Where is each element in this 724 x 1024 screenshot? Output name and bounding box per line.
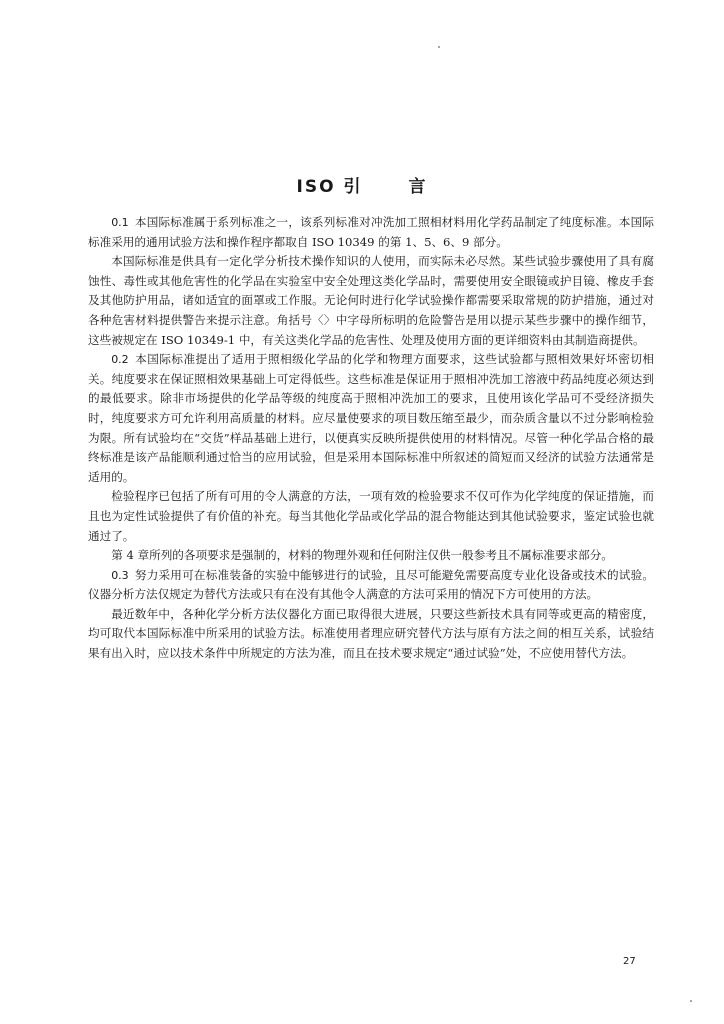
paragraph-safety (88, 252, 654, 350)
paragraph-text: 最近数年中，各种化学分析方法仪器化方面已取得很大进展，只要这些新技术具有同等或更高的精密度，均可取代本国际标准中所采用的试验方法。标准使用者理应研究替代方法与原有方法之间的相互关系，试验结果有出入时，应以技术条件中所规定的方法为准，而且在技术要求规定“通过试验”处，不应使用替代方法。 (88, 606, 654, 661)
page-number: 27 (623, 956, 636, 967)
paragraph-text: 检验程序已包括了所有可用的令人满意的方法，一项有效的检验要求不仅可作为化学纯度的保证措施，而且也为定性试验提供了有价值的补充。每当其他化学品或化学品的混合物能达到其他试验要求，鉴定试验也就通过了。 (88, 489, 654, 543)
paragraph-text: 本国际标准是供具有一定化学分析技术操作知识的人使用，而实际未必尽然。某些试验步骤使用了具有腐蚀性、毒性或其他危害性的化学品在实验室中安全处理这类化学品时，需要使用安全眼镜或护目镜、橡皮手套及其他防护用品，诸如适宜的面罩或工作服。无论何时进行化学试验操作都需要采取常规的防护措施，通过对各种危害材料提供警告来提示注意。角括号〈〉中字母所标明的危险警告是用以提示某些步骤中的操作细节，这些被规定在 ISO 10349-1 中，有关这类化学品的危害性、处理及使用方面的更详细资料由其制造商提供。 (88, 254, 654, 347)
page-title (0, 172, 724, 197)
paragraph-0-1 (88, 213, 654, 252)
paragraph-0-3 (88, 566, 654, 605)
clause-number: 0.1 (111, 216, 129, 229)
paragraph-text: 努力采用可在标准装备的实验中能够进行的试验，且尽可能避免需要高度专业化设备或技术的试验。仪器分析方法仅规定为替代方法或只有在没有其他令人满意的方法可采用的情况下方可使用的方法。 (88, 567, 654, 602)
scan-speck (438, 46, 440, 48)
paragraph-text: 本国际标准提出了适用于照相级化学品的化学和物理方面要求，这些试验都与照相效果好坏密切相关。纯度要求在保证照相效果基础上可定得低些。这些标准是保证用于照相冲洗加工溶液中药品纯度必须达到的最低要求。除非市场提供的化学品等级的纯度高于照相冲洗加工的要求，且使用该化学品可不受经济损失时，纯度要求方可允许利用高质量的材料。应尽量使要求的项目数压缩至最少，而杂质含量以不过分影响检验为限。所有试验均在“交货”样品基础上进行，以便真实反映所提供使用的材料情况。尽管一种化学品合格的最终标准是该产品能顺利通过恰当的应用试验，但是采用本国际标准中所叙述的简短而又经济的试验方法通常是适用的。 (88, 352, 654, 484)
title-prefix: ISO (296, 177, 336, 197)
paragraph-chapter-4 (88, 546, 654, 566)
introduction-body (88, 213, 654, 664)
paragraph-alternative-methods (88, 605, 654, 664)
paragraph-test-procedures (88, 487, 654, 546)
title-word-1: 引 (343, 177, 363, 197)
clause-number: 0.3 (111, 568, 129, 582)
paragraph-text: 第 4 章所列的各项要求是强制的，材料的物理外观和任何附注仅供一般参考且不属标准要求部分。 (111, 548, 613, 563)
paragraph-text: 本国际标准属于系列标准之一，该系列标准对冲洗加工照相材料用化学药品制定了纯度标准。本国际标准采用的通用试验方法和操作程序都取自 ISO 10349 的第 1、5、6、9 部分。 (88, 215, 654, 249)
title-word-2: 言 (408, 177, 428, 197)
paragraph-0-2 (88, 350, 654, 487)
clause-number: 0.2 (111, 353, 129, 367)
scan-speck (690, 1000, 692, 1002)
